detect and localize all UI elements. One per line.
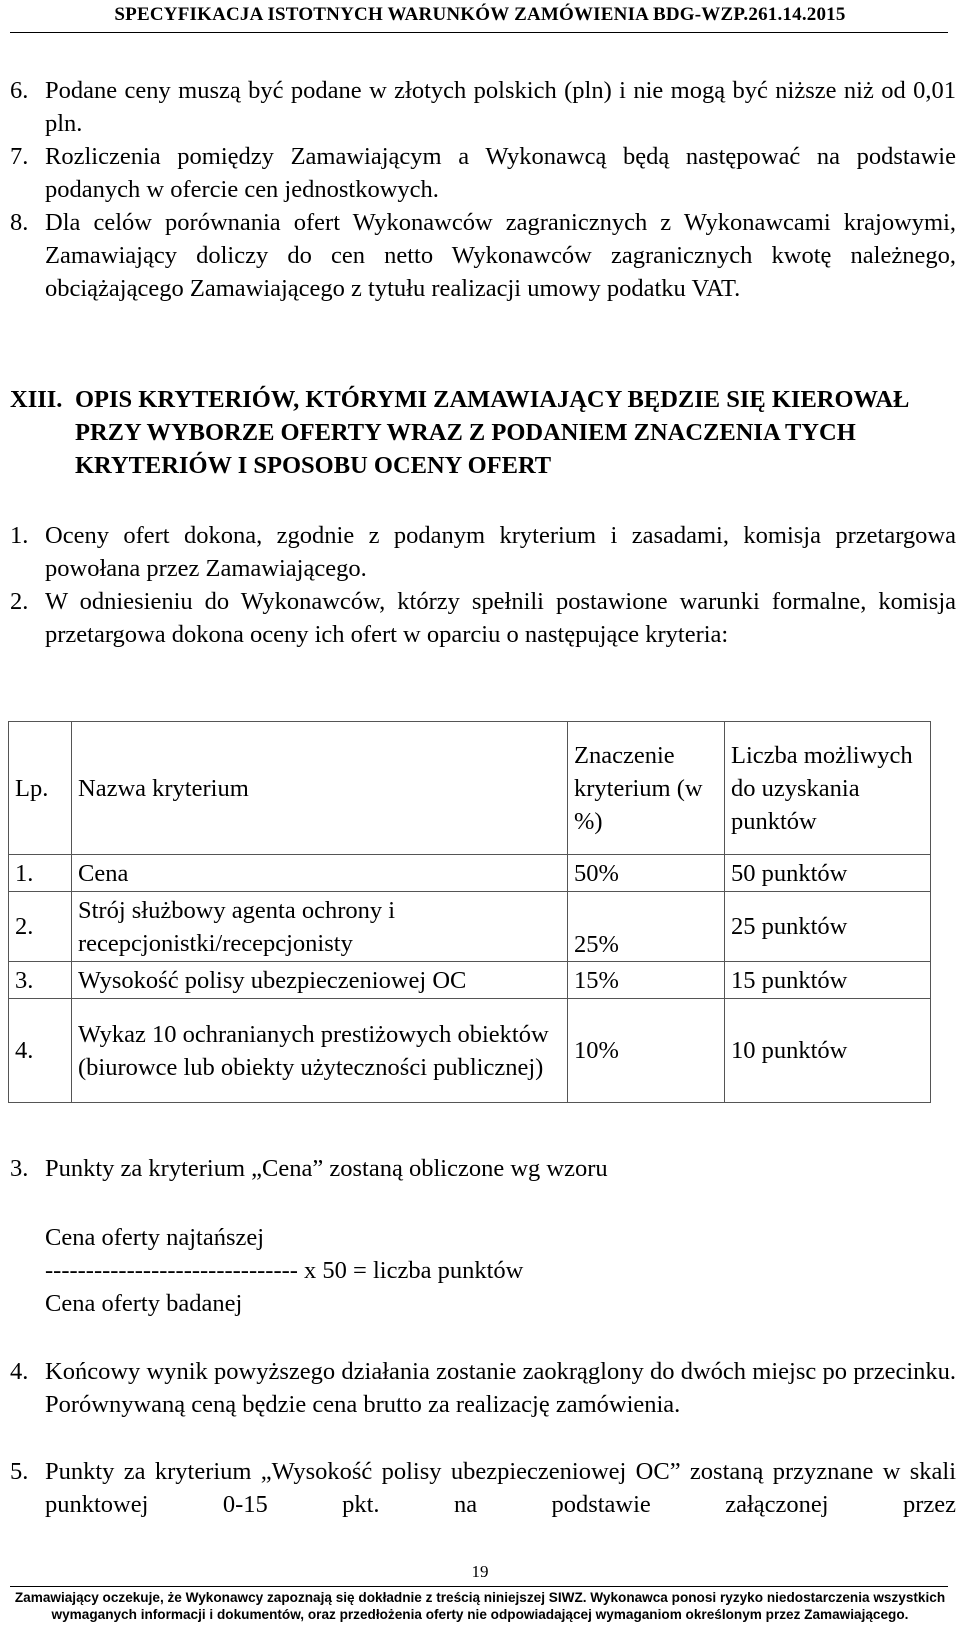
row-lp: 2. [9,892,72,962]
formula-fraction-line: ------------------------------- x 50 = liczba punktów [45,1257,524,1284]
row-weight: 50% [568,855,725,892]
row-weight: 25% [568,892,725,962]
list-item-8 [10,206,956,305]
header-rule [10,32,948,33]
list-text: Punkty za kryterium „Cena” zostaną obliczone wg wzoru [45,1155,608,1182]
table-row [9,999,931,1103]
list-number: 7. [10,143,29,170]
list-text: Końcowy wynik powyższego działania zostanie zaokrąglony do dwóch miejsc po przecinku. Porównywaną ceną będzie cena brutto za realizację zamówienia. [45,1358,956,1418]
row-name: Wysokość polisy ubezpieczeniowej OC [72,962,568,999]
list-item-2 [10,585,956,651]
list-item-3 [10,1152,956,1185]
list-item-6 [10,74,956,140]
row-name: Strój służbowy agenta ochrony i recepcjonistki/recepcjonisty [72,892,568,962]
table-row [9,892,931,962]
page-number: 19 [471,1562,489,1581]
list-item-5 [10,1455,956,1521]
header-name: Nazwa kryterium [72,722,568,855]
row-name: Cena [72,855,568,892]
list-item-7 [10,140,956,206]
footer-rule [10,1586,948,1587]
list-text: Punkty za kryterium „Wysokość polisy ubezpieczeniowej OC” zostaną przyznane w skali punktowej 0-15 pkt. na podstawie załączonej przez [45,1458,956,1518]
row-weight: 15% [568,962,725,999]
row-points: 15 punktów [725,962,931,999]
table-row [9,855,931,892]
document-footer: Zamawiający oczekuje, że Wykonawcy zapoznają się dokładnie z treścią niniejszej SIWZ. Wykonawca ponosi ryzyko niedostarczenia wszystkich wymaganych informacji i dokumentów, oraz przedłożenia oferty nie odpowiadającej wymaganiom określonym przez Zamawiającego. [14,1590,946,1622]
list-item-4 [10,1355,956,1421]
list-text: Oceny ofert dokona, zgodnie z podanym kryterium i zasadami, komisja przetargowa powołana przez Zamawiającego. [45,522,956,582]
list-text: Dla celów porównania ofert Wykonawców zagranicznych z Wykonawcami krajowymi, Zamawiający doliczy do cen netto Wykonawców zagranicznych kwotę należnego, obciążającego Zamawiającego z tytułu realizacji umowy podatku VAT. [45,209,956,302]
table-row [9,962,931,999]
list-number: 2. [10,588,29,615]
section-title: OPIS KRYTERIÓW, KTÓRYMI ZAMAWIAJĄCY BĘDZIE SIĘ KIEROWAŁ PRZY WYBORZE OFERTY WRAZ Z PODANIEM ZNACZENIA TYCH KRYTERIÓW I SPOSOBU OCENY OFERT [75,386,910,479]
row-lp: 4. [9,999,72,1103]
list-number: 8. [10,209,29,236]
list-number: 6. [10,77,29,104]
list-number: 5. [10,1458,29,1485]
row-points: 25 punktów [725,892,931,962]
list-item-1 [10,519,956,585]
list-text: W odniesieniu do Wykonawców, którzy spełnili postawione warunki formalne, komisja przetargowa dokona oceny ich ofert w oparciu o następujące kryteria: [45,588,956,648]
header-lp: Lp. [9,722,72,855]
criteria-table [8,721,931,1103]
section-heading [10,383,956,482]
table-header-row [9,722,931,855]
document-header: SPECYFIKACJA ISTOTNYCH WARUNKÓW ZAMÓWIENIA BDG-WZP.261.14.2015 [114,4,846,25]
row-weight: 10% [568,999,725,1103]
formula-numerator: Cena oferty najtańszej [45,1224,265,1251]
row-points: 50 punktów [725,855,931,892]
list-number: 4. [10,1358,29,1385]
formula-denominator: Cena oferty badanej [45,1290,243,1317]
list-number: 3. [10,1155,29,1182]
section-number: XIII. [10,386,63,413]
list-number: 1. [10,522,29,549]
list-text: Rozliczenia pomiędzy Zamawiającym a Wykonawcą będą następować na podstawie podanych w ofercie cen jednostkowych. [45,143,956,203]
header-points: Liczba możliwych do uzyskania punktów [725,722,931,855]
row-points: 10 punktów [725,999,931,1103]
row-lp: 3. [9,962,72,999]
row-name: Wykaz 10 ochranianych prestiżowych obiektów (biurowce lub obiekty użyteczności publicznej) [72,999,568,1103]
row-lp: 1. [9,855,72,892]
list-text: Podane ceny muszą być podane w złotych polskich (pln) i nie mogą być niższe niż od 0,01 pln. [45,77,956,137]
header-weight: Znaczenie kryterium (w %) [568,722,725,855]
